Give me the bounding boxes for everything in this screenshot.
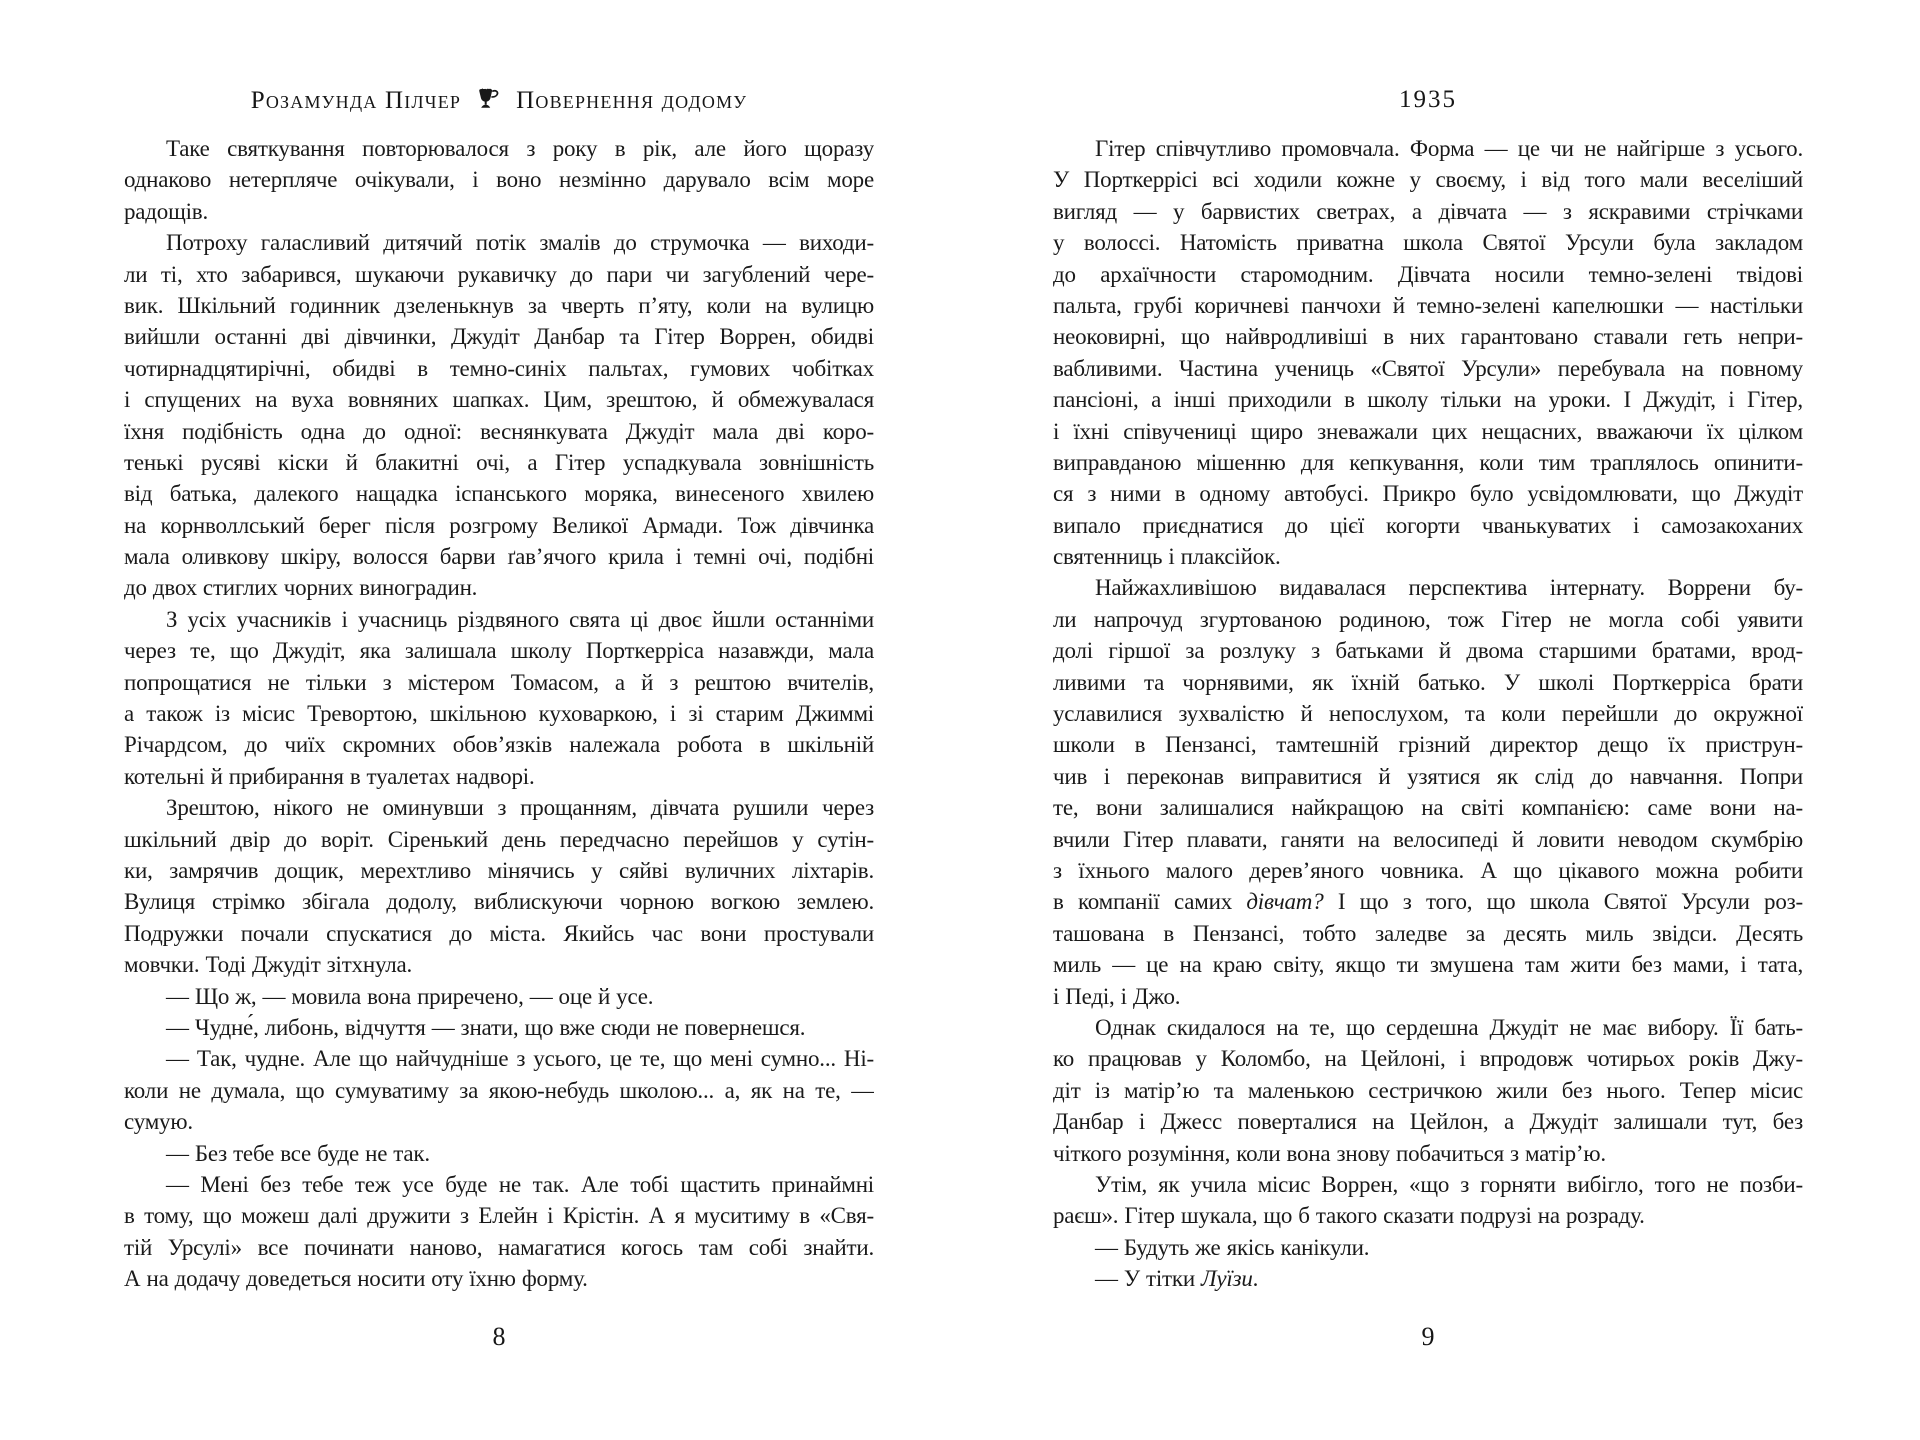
text-line: ли ті, хто забарився, шукаючи рукавичку до пари чи загублений чере-: [124, 261, 874, 287]
text-line: радощів.: [124, 198, 209, 224]
text-line: шкільний двір до воріт. Сіренький день передчасно перейшов у сутін-: [124, 826, 874, 852]
text-line: ливими та чорнявими, як їхній батько. У школі Порткерріса брати: [1053, 669, 1803, 695]
text-line: — Будуть же якісь канікули.: [1095, 1234, 1370, 1260]
text-line: — Без тебе все буде не так.: [166, 1140, 430, 1166]
page-left: [124, 0, 874, 1440]
text-column-left: [124, 133, 874, 1294]
running-header-right: [1053, 86, 1803, 114]
text-line: попрощатися не тільки з містером Томасом, а й з рештою вчителів,: [124, 669, 874, 695]
text-line: коли не думала, що сумуватиму за якою-небудь школою... а, як на те, —: [124, 1077, 874, 1103]
text-line: А на додачу доведеться носити оту їхню форму.: [124, 1266, 588, 1292]
text-line: — Так, чудне. Але що найчудніше з усього, це те, що мені сумно... Ні-: [166, 1046, 874, 1072]
text-line: З усіх учасників і учасниць різдвяного свята ці двоє йшли останніми: [166, 606, 874, 632]
header-chapter-year: 1935: [1399, 86, 1457, 113]
page-number-left: 8: [492, 1322, 506, 1351]
text-line: Найжахливішою видавалася перспектива інтернату. Воррени бу-: [1095, 575, 1803, 601]
text-line: Вулиця стрімко збігала додолу, виблискуючи чорною вогкою землею.: [124, 889, 874, 915]
text-line: Таке святкування повторювалося з року в рік, але його щоразу: [166, 136, 874, 161]
text-line: і Педі, і Джо.: [1053, 983, 1181, 1009]
text-line: на корнволлський берег після розгрому Великої Армади. Тож дівчинка: [124, 512, 874, 538]
text-line: чіткого розуміння, коли вона знову побачиться з матір’ю.: [1053, 1140, 1606, 1166]
page-right: [1053, 0, 1803, 1440]
text-line: через те, що Джудіт, яка залишала школу Порткерріса назавжди, мала: [124, 638, 874, 664]
text-line: святенниць і плаксійок.: [1053, 544, 1281, 570]
text-line: У Порткеррісі всі ходили кожне у своєму, і від того мали веселіший: [1053, 167, 1803, 193]
text-line: — Чудне́, либонь, відчуття — знати, що вже сюди не повернешся.: [166, 1014, 806, 1040]
text-line: тенькі русяві кіски й блакитні очі, а Гітер успадкувала зовнішність: [124, 449, 874, 475]
text-line: з їхнього малого дерев’яного човника. А що цікавого можна робити: [1053, 857, 1803, 883]
text-line: в тому, що можеш далі дружити з Елейн і Крістін. А я муситиму в «Свя-: [124, 1203, 874, 1229]
text-line: від батька, далекого нащадка іспанського моряка, винесеного хвилею: [124, 481, 874, 507]
text-line: Річардсом, до чиїх скромних обов’язків належала робота в шкільній: [124, 732, 874, 758]
text-line: чив і переконав виправитися й узятися як слід до навчання. Попри: [1053, 763, 1803, 789]
text-line: ко працював у Коломбо, на Цейлоні, і впродовж чотирьох років Джу-: [1053, 1046, 1803, 1072]
text-line: миль — це на краю світу, якщо ти змушена там жити без мами, і тата,: [1053, 952, 1803, 978]
text-line: і спущених на вуха вовняних шапках. Цим, зрештою, й обмежувалася: [124, 387, 874, 413]
text-line: і їхні співучениці щиро зневажали цих нещасних, вважаючи їх цілком: [1053, 418, 1803, 444]
text-line: чотирнадцятирічні, обидві в темно-синіх пальтах, гумових чобітках: [124, 355, 874, 381]
text-line: пальта, грубі коричневі панчохи й темно-зелені капелюшки — настільки: [1053, 292, 1803, 318]
text-line: випало приєднатися до цієї когорти чванькуватих і самозакоханих: [1053, 512, 1803, 538]
text-line: неоковирні, що найвродливіші в них гарантовано ставали геть непри-: [1053, 324, 1803, 350]
text-line: Данбар і Джесс поверталися на Цейлон, а Джудіт залишали тут, без: [1053, 1109, 1803, 1135]
text-line: виправданою мішенню для кепкування, коли тим траплялось опинити-: [1053, 449, 1803, 475]
text-line: ташована в Пензансі, тобто заледве за десять миль звідси. Десять: [1053, 920, 1803, 946]
text-line: Подружки почали спускатися до міста. Якийсь час вони простували: [124, 920, 874, 946]
text-line: вабливими. Частина учениць «Святої Урсули» перебувала на повному: [1053, 355, 1803, 381]
text-line: в компанії самих дівчат? І що з того, що школа Святої Урсули роз-: [1053, 889, 1803, 915]
text-line: до архаїчности старомодним. Дівчата носили темно-зелені твідові: [1053, 261, 1803, 287]
text-line: тій Урсулі» все починати наново, намагатися когось там собі знайти.: [124, 1234, 874, 1260]
text-line: школи в Пензансі, тамтешній грізний директор дещо їх приструн-: [1053, 732, 1803, 758]
text-line: діт із матір’ю та маленькою сестричкою жили без нього. Тепер місис: [1053, 1077, 1803, 1103]
text-line: те, вони залишалися найкращою на світі компанією: саме вони на-: [1053, 795, 1803, 821]
text-line: вигляд — у барвистих светрах, а дівчата — з яскравими стрічками: [1053, 198, 1803, 224]
text-line: Гітер співчутливо промовчала. Форма — це чи не найгірше з усього.: [1095, 136, 1803, 161]
text-line: мала оливкову шкіру, волосся барви ґав’ячого крила і темні очі, подібні: [124, 544, 874, 570]
text-line: — Мені без тебе теж усе буде не так. Але тобі щастить принаймні: [166, 1171, 874, 1197]
header-book-title: Повернення додому: [516, 87, 748, 114]
text-line: долі гіршої за розлуку з батьками й двома старшими братами, врод-: [1053, 638, 1803, 664]
text-line: Зрештою, нікого не оминувши з прощанням, дівчата рушили через: [166, 795, 874, 821]
text-line: котельні й прибирання в туалетах надворі.: [124, 763, 535, 789]
text-line: ся з ними в одному автобусі. Прикро було усвідомлювати, що Джудіт: [1053, 481, 1803, 507]
goblet-icon: [475, 86, 502, 119]
text-column-right: [1053, 133, 1803, 1294]
running-header-left: [124, 86, 874, 119]
text-line: до двох стиглих чорних виноградин.: [124, 575, 478, 601]
header-author-name: Розамунда Пілчер: [250, 87, 462, 114]
text-line: пансіоні, а інші приходили в школу тільки на уроки. І Джудіт, і Гітер,: [1053, 387, 1803, 413]
text-line: сумую.: [124, 1109, 193, 1135]
text-line: Потроху галасливий дитячий потік змалів до струмочка — виходи-: [166, 230, 874, 256]
text-line: вик. Шкільний годинник дзеленькнув за чверть п’яту, коли на вулицю: [124, 292, 874, 318]
text-line: однаково нетерпляче очікували, і воно незмінно дарувало всім море: [124, 167, 874, 193]
text-line: вийшли останні дві дівчинки, Джудіт Данбар та Гітер Воррен, обидві: [124, 324, 874, 350]
text-line: — У тітки Луїзи.: [1095, 1266, 1259, 1292]
text-line: а також із місис Тревортою, шкільною куховаркою, і зі старим Джиммі: [124, 701, 874, 727]
text-line: мовчки. Тоді Джудіт зітхнула.: [124, 952, 413, 978]
text-line: уславилися зухвалістю й непослухом, та коли перейшли до окружної: [1053, 701, 1803, 727]
text-line: Утім, як учила місис Воррен, «що з горняти вибігло, того не позби-: [1095, 1171, 1803, 1197]
text-line: раєш». Гітер шукала, що б такого сказати подрузі на розраду.: [1053, 1203, 1645, 1229]
text-line: Однак скидалося на те, що сердешна Джудіт не має вибору. Її бать-: [1095, 1014, 1803, 1040]
text-line: ли напрочуд згуртованою родиною, тож Гітер не могла собі уявити: [1053, 606, 1803, 632]
text-line: у волоссі. Натомість приватна школа Святої Урсули була закладом: [1053, 230, 1803, 256]
text-line: вчили Гітер плавати, ганяти на велосипеді й ловити неводом скумбрію: [1053, 826, 1803, 852]
text-line: — Що ж, — мовила вона приречено, — оце й усе.: [166, 983, 654, 1009]
text-line: їхня подібність одна до одної: веснянкувата Джудіт мала дві коро-: [124, 418, 874, 444]
page-number-right: 9: [1421, 1322, 1435, 1351]
text-line: ки, замрячив дощик, мерехтливо мінячись у сяйві вуличних ліхтарів.: [124, 857, 874, 883]
